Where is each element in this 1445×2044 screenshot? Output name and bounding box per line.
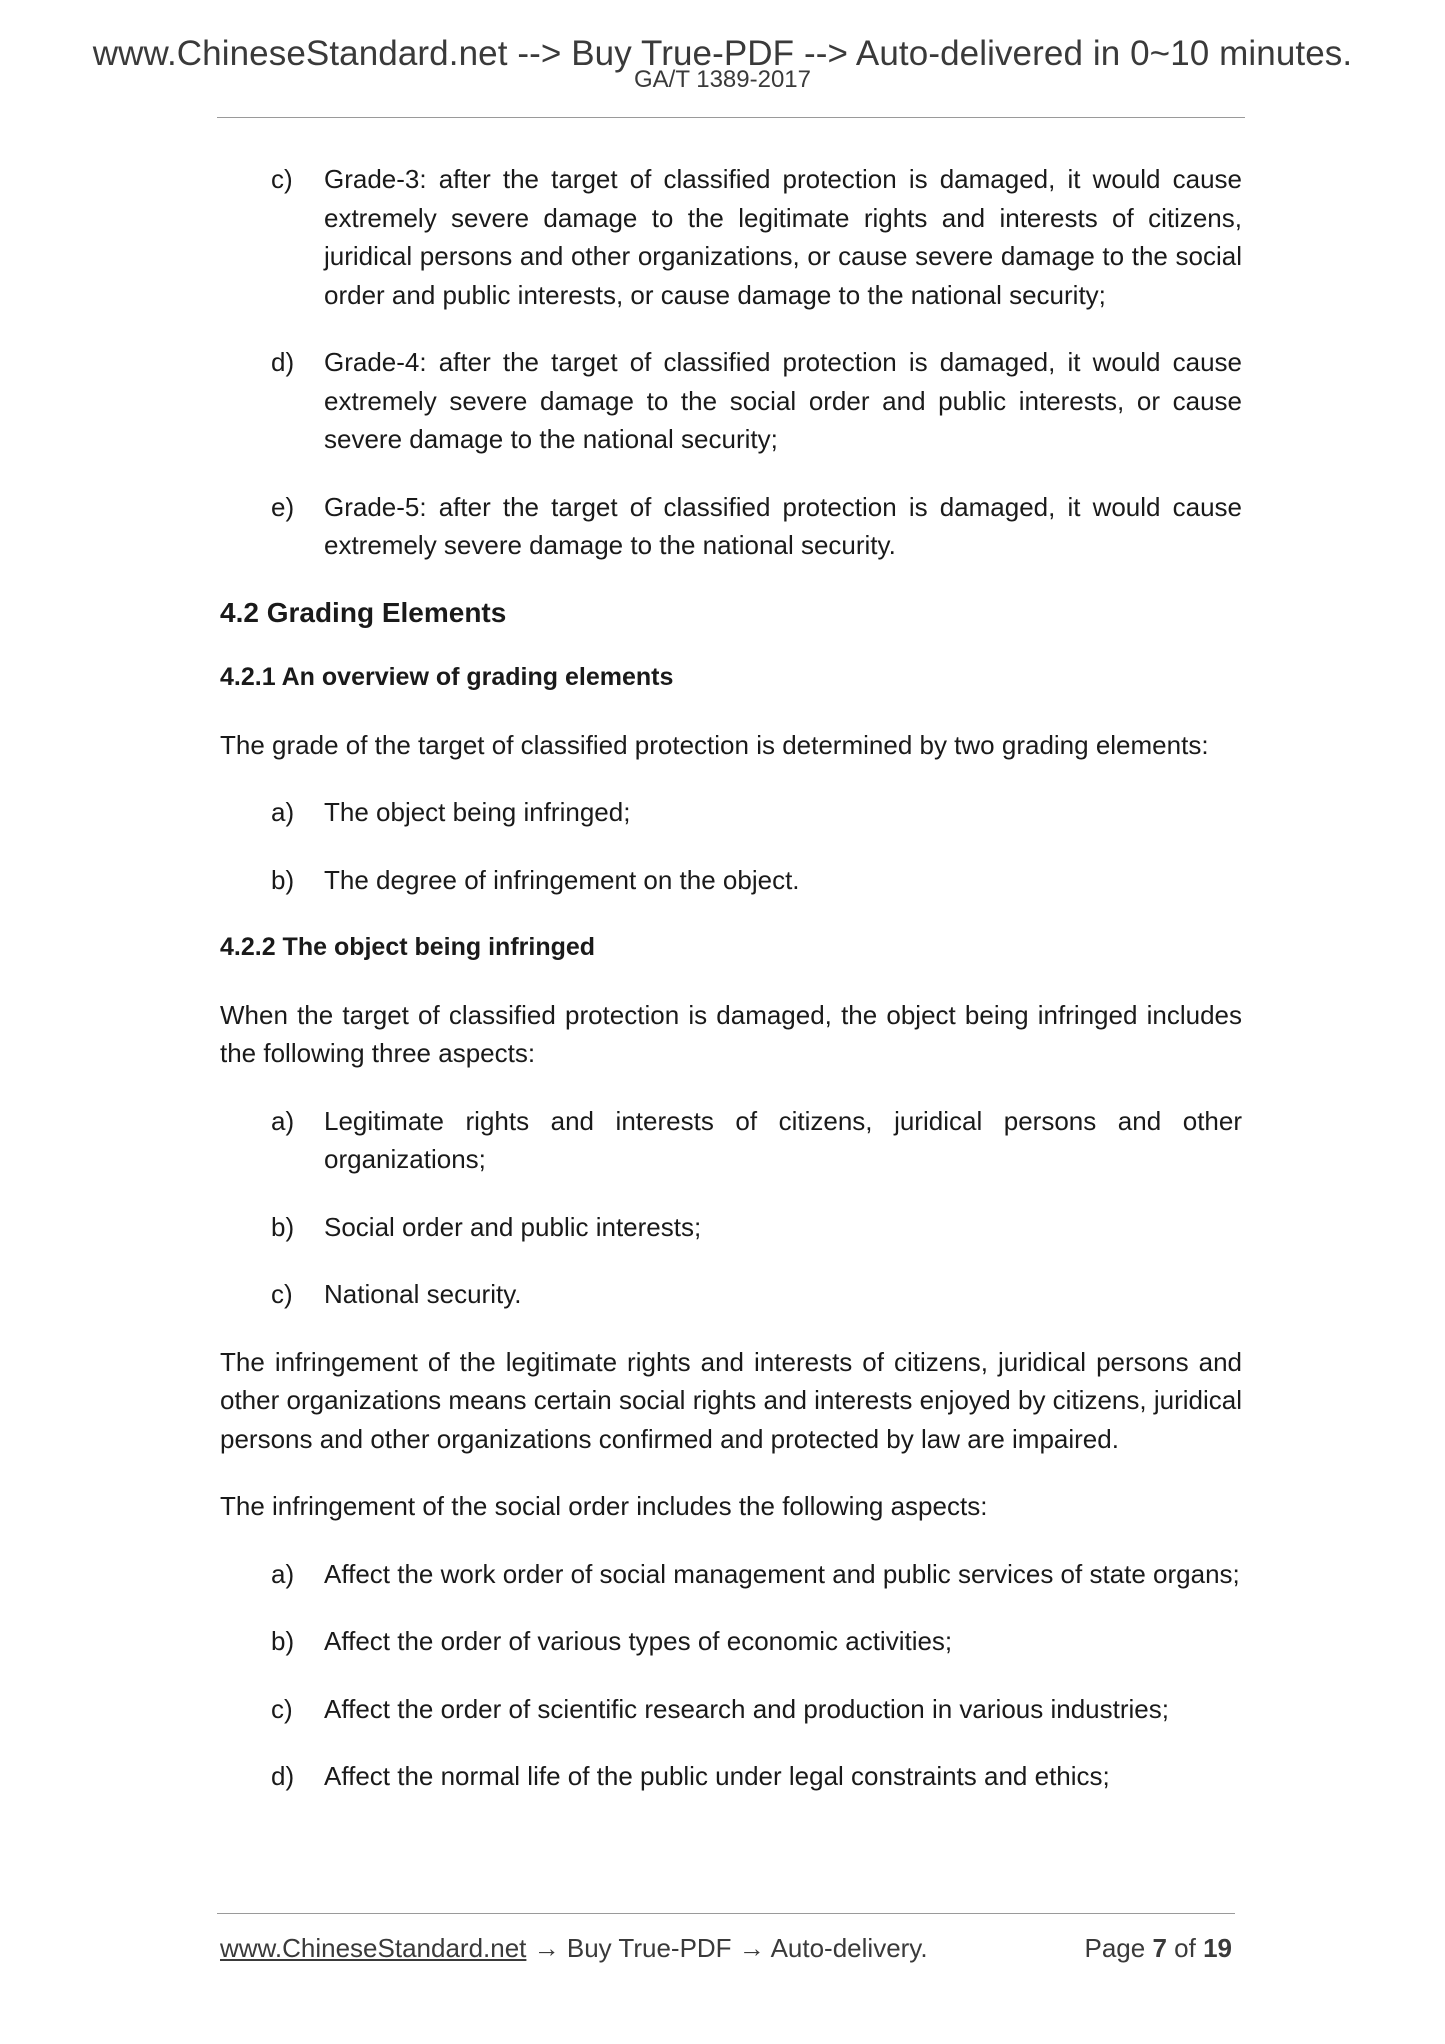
section-heading-4-2: 4.2 Grading Elements <box>220 596 507 628</box>
list-item <box>220 861 1242 900</box>
standard-code: GA/T 1389-2017 <box>633 66 811 93</box>
page-counter <box>1084 1933 1232 1964</box>
list-item <box>220 1102 1242 1179</box>
list-item <box>220 1555 1242 1594</box>
list-marker: c) <box>271 1279 293 1309</box>
paragraph: When the target of classified protection is damaged, the object being infringed includes the following three aspects: <box>220 999 1242 1068</box>
top-banner: www.ChineseStandard.net --> Buy True-PDF --> Auto-delivered in 0~10 minutes. <box>92 34 1353 73</box>
list-item-text: Grade-3: after the target of classified protection is damaged, it would cause extremely severe damage to the legitimate rights and interests of citizens, juridical persons and other organizations, or cause severe damage to the social order and public interests, or cause damage to the national security; <box>324 164 1242 310</box>
list-item-text: The object being infringed; <box>324 797 631 827</box>
list-item <box>220 1757 1242 1796</box>
list-marker: a) <box>271 797 295 827</box>
list-item-text: Legitimate rights and interests of citizens, juridical persons and other organizations; <box>324 1105 1242 1174</box>
paragraph: The grade of the target of classified protection is determined by two grading elements: <box>220 729 1209 760</box>
page-body <box>220 160 1242 1825</box>
list-marker: b) <box>271 864 295 895</box>
list-item-text: Grade-4: after the target of classified protection is damaged, it would cause extremely severe damage to the social order and public interests, or cause severe damage to the national security; <box>324 347 1242 454</box>
list-item-text: Affect the order of various types of economic activities; <box>324 1626 953 1656</box>
current-page: 7 <box>1152 1933 1167 1963</box>
list-item <box>220 793 1242 832</box>
of-word: of <box>1174 1933 1196 1963</box>
list-marker: a) <box>271 1558 295 1589</box>
list-item-text: National security. <box>324 1279 522 1309</box>
list-item-text: Social order and public interests; <box>324 1211 702 1242</box>
list-item-text: Affect the normal life of the public under legal constraints and ethics; <box>324 1761 1110 1791</box>
list-marker: c) <box>271 164 293 194</box>
section-heading-4-2-2: 4.2.2 The object being infringed <box>220 933 596 961</box>
paragraph: The infringement of the legitimate rights and interests of citizens, juridical persons and other organizations means certain social rights and interests enjoyed by citizens, juridical persons and other organizations confirmed and protected by law are impaired. <box>220 1346 1242 1454</box>
list-item <box>220 1208 1242 1247</box>
footer-divider <box>217 1913 1235 1914</box>
header-divider <box>217 117 1245 118</box>
grade-4-item <box>220 343 1242 459</box>
paragraph: The infringement of the social order includes the following aspects: <box>220 1491 988 1521</box>
footer-promo <box>220 1933 928 1964</box>
list-marker: d) <box>271 1761 295 1791</box>
list-marker: d) <box>271 347 295 377</box>
page-word: Page <box>1084 1933 1146 1963</box>
list-marker: c) <box>271 1693 293 1724</box>
total-pages: 19 <box>1203 1933 1232 1963</box>
list-marker: e) <box>271 491 295 522</box>
grade-5-item <box>220 488 1242 565</box>
list-item <box>220 1622 1242 1661</box>
list-item-text: Affect the order of scientific research and production in various industries; <box>324 1693 1169 1724</box>
list-marker: b) <box>271 1626 295 1656</box>
list-marker: b) <box>271 1211 295 1242</box>
list-item-text: The degree of infringement on the object. <box>324 864 800 895</box>
list-marker: a) <box>271 1105 295 1136</box>
list-item <box>220 1690 1242 1729</box>
section-heading-4-2-1: 4.2.1 An overview of grading elements <box>220 663 674 691</box>
site-link[interactable]: www.ChineseStandard.net <box>220 1933 527 1963</box>
footer-promo-text: → Buy True-PDF → Auto-delivery. <box>526 1933 928 1963</box>
grade-3-item <box>220 160 1242 314</box>
list-item <box>220 1275 1242 1314</box>
list-item-text: Grade-5: after the target of classified protection is damaged, it would cause extremely severe damage to the national security. <box>324 491 1242 560</box>
list-item-text: Affect the work order of social management and public services of state organs; <box>324 1558 1240 1589</box>
